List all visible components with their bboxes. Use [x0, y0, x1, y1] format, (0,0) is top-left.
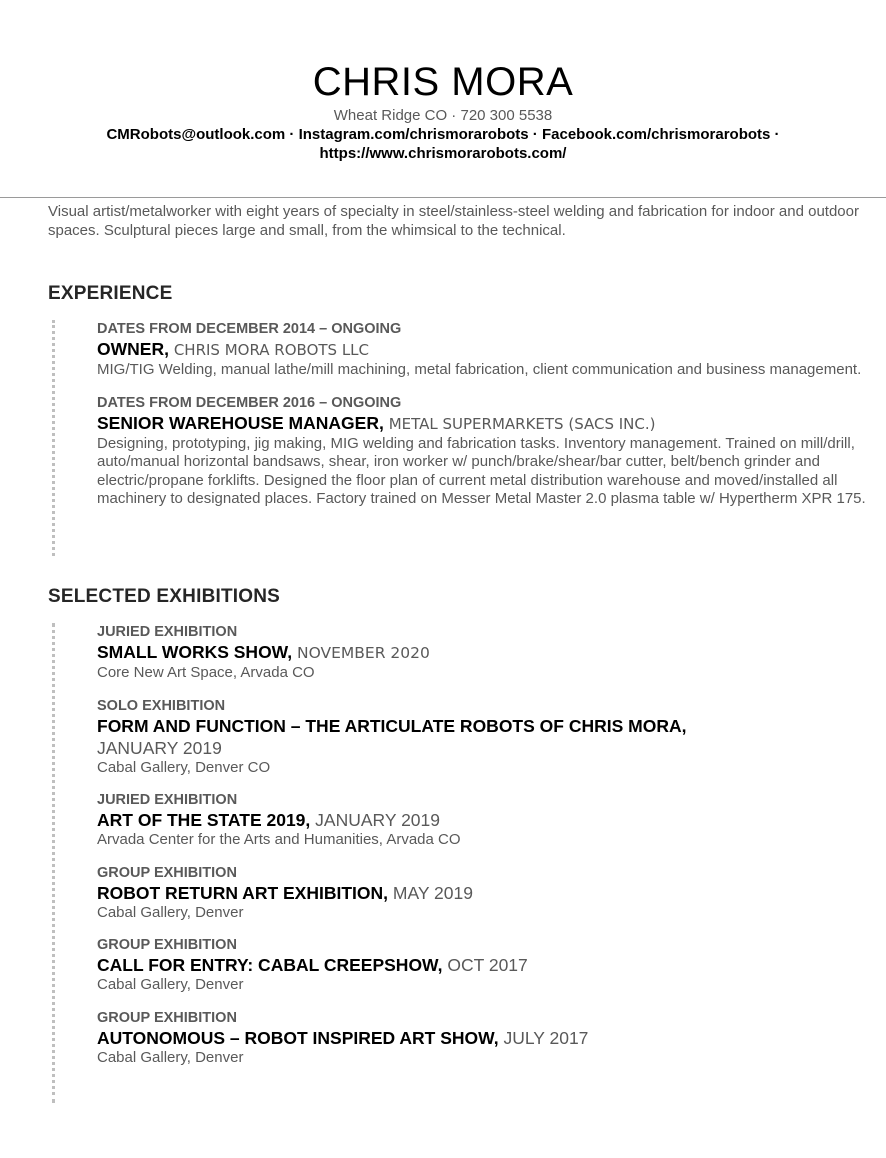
job-title: SENIOR WAREHOUSE MANAGER, [97, 412, 384, 433]
job-title: OWNER, [97, 339, 169, 359]
exhibition-date: MAY 2019 [392, 882, 473, 903]
job-dates: DATES FROM DECEMBER 2016 – ONGOING [97, 394, 402, 411]
job-description: Designing, prototyping, jig making, MIG welding and fabrication tasks. Inventory management. Trained on mill/drill, auto/manual horizontal bandsaws, shear, iron worker w/ punch/brake/shear/bar cutter, belt/bench grinder and electric/propane forklifts. Designed the floor plan of current metal distribution warehouse and moved/installed all machinery to designated places. Factory trained on Messer Metal Master 2.0 plasma table w/ Hypertherm XPR 175. [97, 434, 866, 507]
exhibitions-timeline [52, 623, 886, 1103]
candidate-name: CHRIS MORA [312, 60, 574, 104]
exhibition-venue: Arvada Center for the Arts and Humanities, Arvada CO [97, 831, 461, 848]
exhibition-title-line [97, 641, 886, 664]
exhibition-type: JURIED EXHIBITION [97, 792, 238, 808]
exhibition-date: JULY 2017 [503, 1027, 589, 1048]
exhibition-entry [97, 936, 886, 995]
exhibition-entry [97, 864, 886, 923]
exhibition-type: GROUP EXHIBITION [97, 1009, 237, 1026]
exhibition-venue: Cabal Gallery, Denver [97, 976, 244, 993]
exhibition-date: JANUARY 2019 [97, 737, 222, 758]
job-description: MIG/TIG Welding, manual lathe/mill machining, metal fabrication, client communication and business management. [97, 361, 862, 378]
exhibition-entry [97, 791, 886, 850]
exhibition-title: FORM AND FUNCTION – THE ARTICULATE ROBOTS OF CHRIS MORA, [97, 715, 687, 736]
exhibition-date: JANUARY 2019 [315, 810, 440, 830]
job-role [97, 412, 886, 435]
exhibition-entry [97, 697, 886, 778]
job-company: CHRIS MORA ROBOTS LLC [173, 341, 370, 359]
location-phone: Wheat Ridge CO · 720 300 5538 [333, 107, 553, 124]
exhibition-entry [97, 623, 886, 683]
exhibition-title-line [97, 715, 886, 759]
exhibition-entry [97, 1009, 886, 1068]
exhibition-date: OCT 2017 [447, 955, 528, 975]
contact-line-2: https://www.chrismorarobots.com/ [319, 145, 567, 162]
exhibitions-heading: SELECTED EXHIBITIONS [48, 586, 281, 607]
exhibition-type: GROUP EXHIBITION [97, 864, 237, 881]
exhibition-date: NOVEMBER 2020 [296, 644, 430, 662]
exhibition-title: ROBOT RETURN ART EXHIBITION, [97, 882, 389, 903]
exhibition-venue: Cabal Gallery, Denver [97, 903, 244, 921]
exhibition-title: ART OF THE STATE 2019, [97, 810, 311, 830]
exhibition-type: GROUP EXHIBITION [97, 937, 237, 953]
exhibition-venue: Core New Art Space, Arvada CO [97, 664, 315, 681]
header-divider [0, 197, 886, 198]
exhibition-title: SMALL WORKS SHOW, [97, 642, 293, 662]
experience-entry [97, 320, 886, 380]
exhibition-title-line [97, 954, 886, 976]
experience-entry [97, 394, 886, 509]
contact-line-1: CMRobots@outlook.com · Instagram.com/chrismorarobots · Facebook.com/chrismorarobots · [106, 126, 780, 143]
exhibition-venue: Cabal Gallery, Denver CO [97, 758, 271, 776]
exhibition-title-line [97, 882, 886, 904]
exhibition-title: AUTONOMOUS – ROBOT INSPIRED ART SHOW, [97, 1027, 499, 1048]
job-dates: DATES FROM DECEMBER 2014 – ONGOING [97, 321, 402, 337]
exhibition-title: CALL FOR ENTRY: CABAL CREEPSHOW, [97, 955, 443, 975]
exhibition-title-line [97, 1027, 886, 1049]
job-role [97, 338, 886, 361]
exhibition-type: JURIED EXHIBITION [97, 624, 238, 640]
resume-header [0, 58, 886, 163]
summary: Visual artist/metalworker with eight years of specialty in steel/stainless-steel welding and fabrication for indoor and outdoor spaces. Sculptural pieces large and small, from the whimsical to the technical. [48, 203, 859, 239]
experience-heading: EXPERIENCE [48, 283, 173, 304]
exhibition-venue: Cabal Gallery, Denver [97, 1048, 244, 1066]
exhibition-title-line [97, 809, 886, 831]
experience-timeline [52, 320, 886, 556]
exhibition-type: SOLO EXHIBITION [97, 697, 226, 714]
job-company: METAL SUPERMARKETS (SACS INC.) [388, 414, 656, 433]
